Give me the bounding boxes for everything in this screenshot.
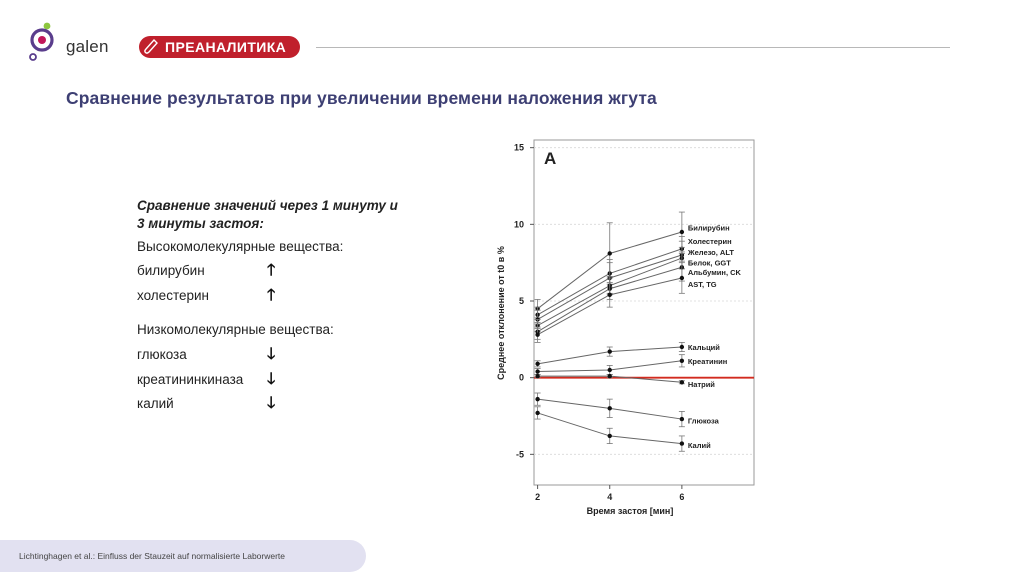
low-molecular-heading: Низкомолекулярные вещества: [137, 322, 334, 337]
series-label: Кальций [687, 343, 720, 352]
y-tick-label: 10 [513, 219, 524, 230]
series-label: Натрий [687, 379, 715, 389]
data-point [608, 251, 612, 255]
x-tick-label: 2 [535, 492, 541, 502]
y-tick-label: 15 [513, 142, 524, 153]
tourniquet-time-chart [490, 130, 770, 525]
series-label: Билирубин [687, 223, 730, 233]
data-point [680, 359, 684, 363]
plot-area [534, 140, 754, 485]
list-item-label: холестерин [137, 288, 209, 303]
data-point [535, 374, 539, 378]
arrow-up-icon: 🡑 [267, 262, 276, 279]
series-label: Креатинин [687, 356, 728, 366]
list-item-label: калий [137, 396, 174, 411]
y-tick-label: -5 [515, 449, 524, 460]
y-tick-label: 5 [518, 296, 524, 306]
data-point [680, 417, 684, 421]
comparison-heading: Сравнение значений через 1 минуту и 3 минуты застоя: [137, 198, 398, 231]
data-point [535, 362, 539, 366]
data-point [608, 374, 612, 378]
citation-text: Lichtinghagen et al.: Einfluss der Stauzeit auf normalisierte Laborwerte [19, 551, 286, 561]
arrow-up-icon: 🡑 [267, 287, 276, 304]
list-item-glucose [137, 346, 276, 363]
y-tick-label: 0 [518, 372, 524, 383]
data-point [680, 380, 684, 384]
data-point [535, 411, 539, 415]
x-tick-label: 6 [679, 492, 685, 502]
arrow-down-icon: 🡓 [267, 395, 276, 412]
list-item-potassium [137, 395, 276, 412]
list-item-creatine-kinase [137, 371, 276, 388]
x-axis-label: Время застоя [мин] [586, 506, 674, 516]
list-item-bilirubin [137, 262, 276, 279]
data-point [608, 293, 612, 297]
series-label: Альбумин, CK [687, 267, 741, 277]
series-label: Белок, GGT [687, 258, 731, 268]
data-point [680, 276, 684, 280]
data-point [680, 230, 684, 234]
data-point [608, 434, 612, 438]
list-item-cholesterol [137, 287, 276, 304]
comparison-block [137, 197, 437, 233]
preanalytics-badge [139, 36, 300, 58]
badge-label: ПРЕАНАЛИТИКА [165, 39, 287, 55]
citation-footer [0, 540, 366, 572]
arrow-down-icon: 🡓 [267, 346, 276, 363]
series-label: Железо, ALT [687, 247, 734, 257]
x-tick-label: 4 [607, 492, 613, 502]
data-point [680, 441, 684, 445]
list-item-label: глюкоза [137, 347, 187, 362]
series-label: AST, TG [687, 280, 717, 290]
series-label: Калий [687, 441, 711, 451]
slide-title: Сравнение результатов при увеличении времени наложения жгута [66, 88, 657, 108]
test-tube-icon [139, 39, 163, 55]
data-point [535, 397, 539, 401]
logo-text: galen [66, 37, 109, 56]
panel-label: A [544, 149, 557, 168]
list-item-label: билирубин [137, 263, 205, 278]
data-point [535, 333, 539, 337]
arrow-down-icon: 🡓 [267, 371, 276, 388]
data-point [608, 406, 612, 410]
y-axis-label: Среднее отклонение от t0 в % [496, 246, 506, 380]
header-divider [316, 47, 950, 48]
series-label: Холестерин [687, 237, 732, 247]
data-point [608, 368, 612, 372]
data-point [535, 369, 539, 373]
data-point [608, 349, 612, 353]
series-label: Глюкоза [687, 416, 719, 426]
high-molecular-heading: Высокомолекулярные вещества: [137, 239, 344, 254]
data-point [680, 345, 684, 349]
list-item-label: креатининкиназа [137, 372, 244, 387]
